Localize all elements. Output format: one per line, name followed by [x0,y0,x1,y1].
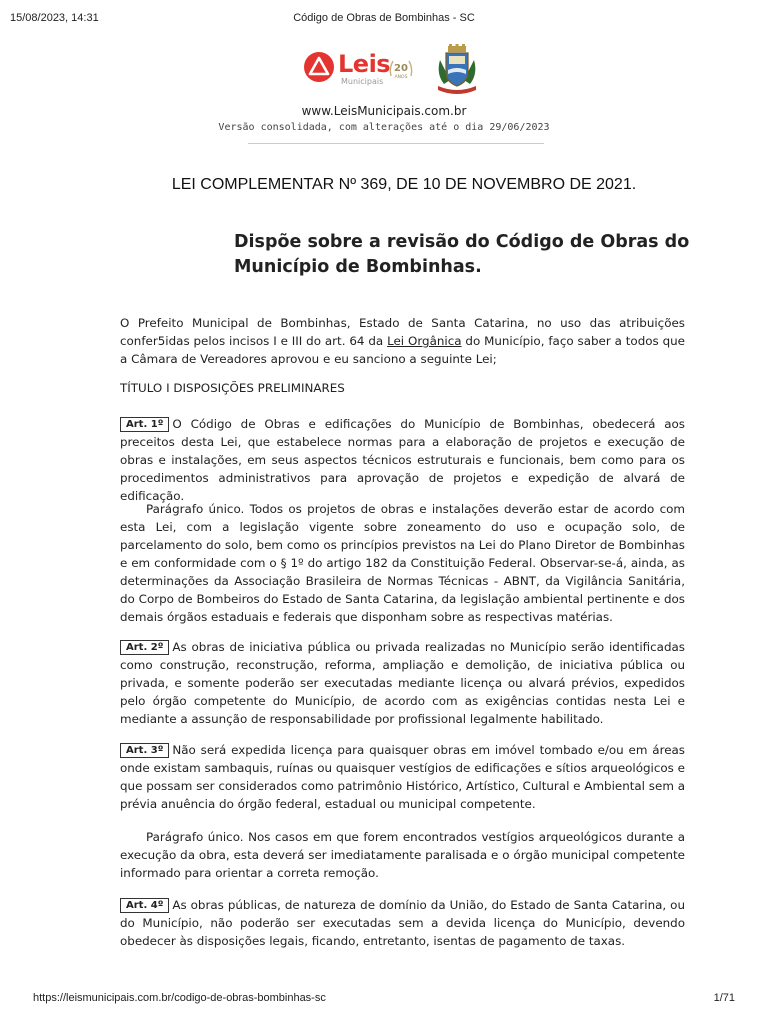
article-2-label[interactable]: Art. 2º [120,640,169,655]
article-3-paragrafo-unico: Parágrafo único. Nos casos em que forem encontrados vestígios arqueológicos durante a execução da obra, esta deverá ser imediatamente paralisada e o órgão municipal competente informado para orientar a correta remoção. [120,830,685,880]
print-page-title: Código de Obras de Bombinhas - SC [293,12,475,24]
preamble-paragraph [120,314,685,368]
leis-triangle-icon [304,52,334,82]
page-number: 1/71 [713,992,735,1004]
print-datetime: 15/08/2023, 14:31 [10,12,99,24]
leis-logo-word: Leis [338,50,391,78]
bombinhas-coat-of-arms-icon [432,44,482,94]
article-1-label[interactable]: Art. 1º [120,417,169,432]
law-ementa: Dispõe sobre a revisão do Código de Obras do Município de Bombinhas. [234,232,690,277]
article-4-text: As obras públicas, de natureza de domínio da União, do Estado de Santa Catarina, ou do Município, não poderão ser executadas sem a devida licença do Município, devendo obedecer às disposições legais, ficando, entretanto, isentas de pagamento de taxas. [120,898,685,948]
titulo-heading: TÍTULO I DISPOSIÇÕES PRELIMINARES [120,381,345,395]
divider [248,143,544,144]
law-title: LEI COMPLEMENTAR Nº 369, DE 10 DE NOVEMBRO DE 2021. [171,176,637,193]
print-header [0,12,768,28]
preamble-text-start: O Prefeito Municipal de Bombinhas, Estado de Santa Catarina, no uso das atribuições confer5idas pelos incisos I e III do art. 64 da [120,316,685,348]
lei-organica-link[interactable]: Lei Orgânica [387,334,462,348]
article-2-text: As obras de iniciativa pública ou privada realizadas no Município serão identificadas como construção, reconstrução, reforma, ampliação e demolição, de iniciativa pública ou privada, e somente poderão ser executadas mediante licença ou alvará prévios, expedidos pelo órgão competente do Município, de acordo com as exigências contidas nesta Lei e mediante a assunção de responsabilidade por profissional legalmente habilitado. [120,640,685,726]
article-4 [120,896,685,950]
article-2 [120,638,685,728]
article-4-label[interactable]: Art. 4º [120,898,169,913]
leis-logo-subtitle: Municipais [341,77,384,86]
version-note: Versão consolidada, com alterações até o dia 29/06/2023 [218,122,550,133]
article-1 [120,415,685,505]
badge-text: ANOS [394,75,408,80]
twenty-years-badge-icon [386,54,416,84]
article-3-text: Não será expedida licença para quaisquer obras em imóvel tombado e/ou em áreas onde existam sambaquis, ruínas ou quaisquer vestígios de edificações e sítios arqueológicos e que possam ser considerados como patrimônio Histórico, Artístico, Cultural e Ambiental sem a prévia anuência do órgão federal, estadual ou municipal competente. [120,743,685,811]
article-3-label[interactable]: Art. 3º [120,743,169,758]
article-1-text: O Código de Obras e edificações do Município de Bombinhas, obedecerá aos preceitos desta Lei, que estabelece normas para a elaboração de projetos e execução de obras e instalações, em seus aspectos técnicos estruturais e funcionais, bem como para os procedimentos administrativos para aprovação de projetos e expedição de alvará de edificação. [120,417,685,503]
header-logos [0,48,768,92]
article-3 [120,741,685,813]
badge-number: 20 [394,63,408,74]
print-footer [0,992,768,1008]
article-1-paragrafo-unico: Parágrafo único. Todos os projetos de obras e instalações deverão estar de acordo com esta Lei, com a legislação vigente sobre zoneamento do uso e ocupação solo, de parcelamento do solo, bem como os princípios previstos na Lei do Plano Diretor de Bombinhas e em conformidade com o § 1º do artigo 182 da Constituição Federal. Observar-se-á, ainda, as determinações da Associação Brasileira de Normas Técnicas - ABNT, da Vigilância Sanitária, do Corpo de Bombeiros do Estado de Santa Catarina, da legislação ambiental pertinente e dos demais órgãos estaduais e federais que disponham sobre as respectivas matérias. [120,502,685,624]
print-url[interactable]: https://leismunicipais.com.br/codigo-de-obras-bombinhas-sc [33,992,326,1004]
site-url[interactable]: www.LeisMunicipais.com.br [301,104,467,118]
preamble-text-end: do Município, faço saber a todos que a Câmara de Vereadores aprovou e eu sanciono a seguinte Lei; [120,334,685,366]
